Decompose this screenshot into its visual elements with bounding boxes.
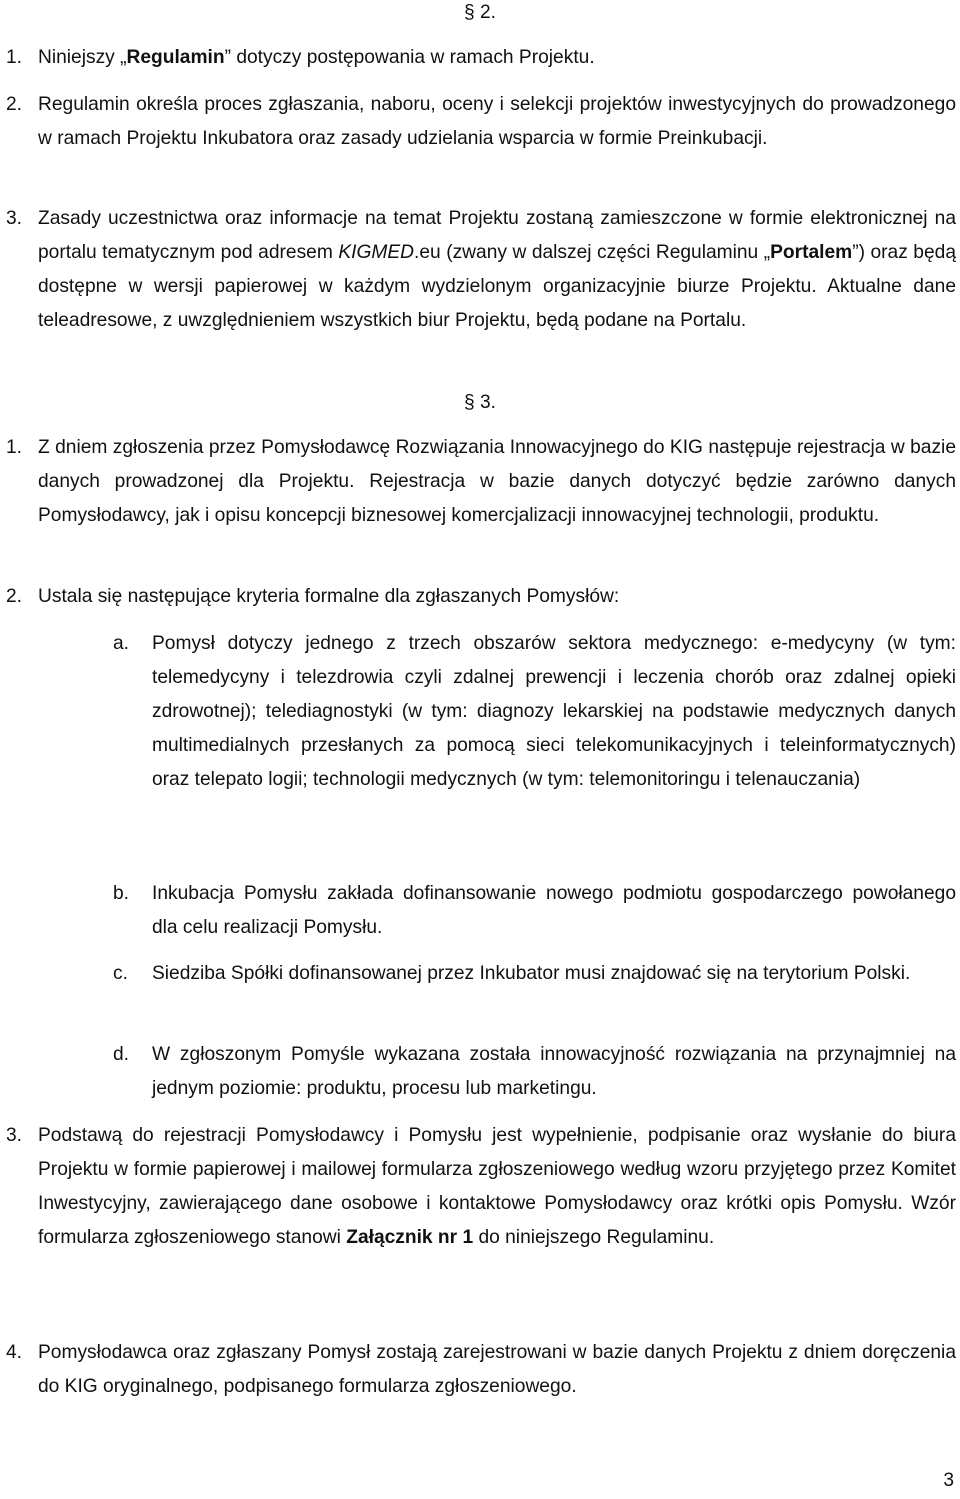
paragraph-text: Z dniem zgłoszenia przez Pomysłodawcę Rozwiązania Innowacyjnego do KIG następuje rejestracja w bazie danych prowadzonej dla Projektu. Rejestracja w bazie danych dotyczyć będzie zarówno danych Pomysłodawcy, jak i opisu koncepcji biznesowej komercjalizacji innowacyjnej technologii, produktu. [38,437,956,526]
section-heading-2: § 2. [463,2,496,23]
paragraph-number: 3. [6,208,23,229]
item-letter: a. [113,633,130,654]
bold-term-zalacznik: Załącznik nr 1 [346,1227,474,1248]
paragraph-3-1 [0,431,960,567]
text-run: ”) oraz będą dostępne w wersji papierowej w każdym wydzielonym organizacyjnie biurze Projektu. Aktualne dane teleadresowe, z uwzględnieniem wszystkich biur Projektu, będą podane na Portalu. [38,242,956,331]
text-run: Niniejszy „ [38,47,127,68]
paragraph-number: 1. [6,437,23,458]
paragraph-3-3 [0,1119,960,1323]
criteria-item-d [0,1038,960,1106]
item-letter: b. [113,883,130,904]
paragraph-number: 1. [6,47,23,68]
bold-term-portalem: Portalem [770,242,853,263]
paragraph-2-2 [0,88,960,190]
paragraph-2-3 [0,202,960,372]
paragraph-number: 4. [6,1342,23,1363]
item-text: Pomysł dotyczy jednego z trzech obszarów sektora medycznego: e-medycyny (w tym: telemedycyny i telezdrowia czyli zdalnej prewencji i leczenia chorób oraz zdalnej opieki zdrowotnej); telediagnostyki (w tym: diagnozy lekarskiej na podstawie medycznych danych multimedialnych przesłanych za pomocą sieci telekomunikacyjnych i teleinformatycznych) oraz telepato logii; technologii medycznych (w tym: telemonitoringu i telenauczania) [152,633,956,790]
paragraph-text [38,202,956,338]
item-text: Inkubacja Pomysłu zakłada dofinansowanie nowego podmiotu gospodarczego powołanego dla celu realizacji Pomysłu. [152,883,956,938]
criteria-item-b [0,877,960,945]
text-run: do niniejszego Regulaminu. [473,1227,715,1248]
criteria-item-a [0,627,960,865]
criteria-item-c [0,957,960,1025]
paragraph-2-1 [0,41,960,75]
item-text: Siedziba Spółki dofinansowanej przez Inkubator musi znajdować się na terytorium Polski. [152,963,911,984]
paragraph-number: 2. [6,586,23,607]
item-letter: d. [113,1044,130,1065]
bold-term-regulamin: Regulamin [126,47,225,68]
paragraph-number: 2. [6,94,23,115]
page-number: 3 [943,1470,954,1491]
item-text: W zgłoszonym Pomyśle wykazana została innowacyjność rozwiązania na przynajmniej na jednym poziomie: produktu, procesu lub marketingu. [152,1044,956,1099]
paragraph-text [38,1119,956,1255]
paragraph-number: 3. [6,1125,23,1146]
paragraph-text: Ustala się następujące kryteria formalne dla zgłaszanych Pomysłów: [38,586,620,607]
text-run: Podstawą do rejestracji Pomysłodawcy i Pomysłu jest wypełnienie, podpisanie oraz wysłanie do biura Projektu w formie papierowej i mailowej formularza zgłoszeniowego według wzoru przyjętego przez Komitet Inwestycyjny, zawierającego dane osobowe i kontaktowe Pomysłodawcy oraz krótki opis Pomysłu. Wzór formularza zgłoszeniowego stanowi [38,1125,956,1248]
item-letter: c. [113,963,128,984]
text-run: ” dotyczy postępowania w ramach Projektu. [224,47,595,68]
section-heading-3: § 3. [463,392,496,413]
italic-domain: KIGMED [338,242,415,263]
paragraph-text [38,41,956,75]
paragraph-3-4 [0,1336,960,1404]
text-run: .eu (zwany w dalszej części Regulaminu „ [414,242,771,263]
paragraph-text: Pomysłodawca oraz zgłaszany Pomysł zostają zarejestrowani w bazie danych Projektu z dniem doręczenia do KIG oryginalnego, podpisanego formularza zgłoszeniowego. [38,1342,956,1397]
text-run: Zasady uczestnictwa oraz informacje na temat Projektu zostaną zamieszczone w formie elektronicznej na portalu tematycznym pod adresem [38,208,956,263]
paragraph-text: Regulamin określa proces zgłaszania, naboru, oceny i selekcji projektów inwestycyjnych do prowadzonego w ramach Projektu Inkubatora oraz zasady udzielania wsparcia w formie Preinkubacji. [38,94,956,149]
paragraph-3-2 [0,580,960,614]
